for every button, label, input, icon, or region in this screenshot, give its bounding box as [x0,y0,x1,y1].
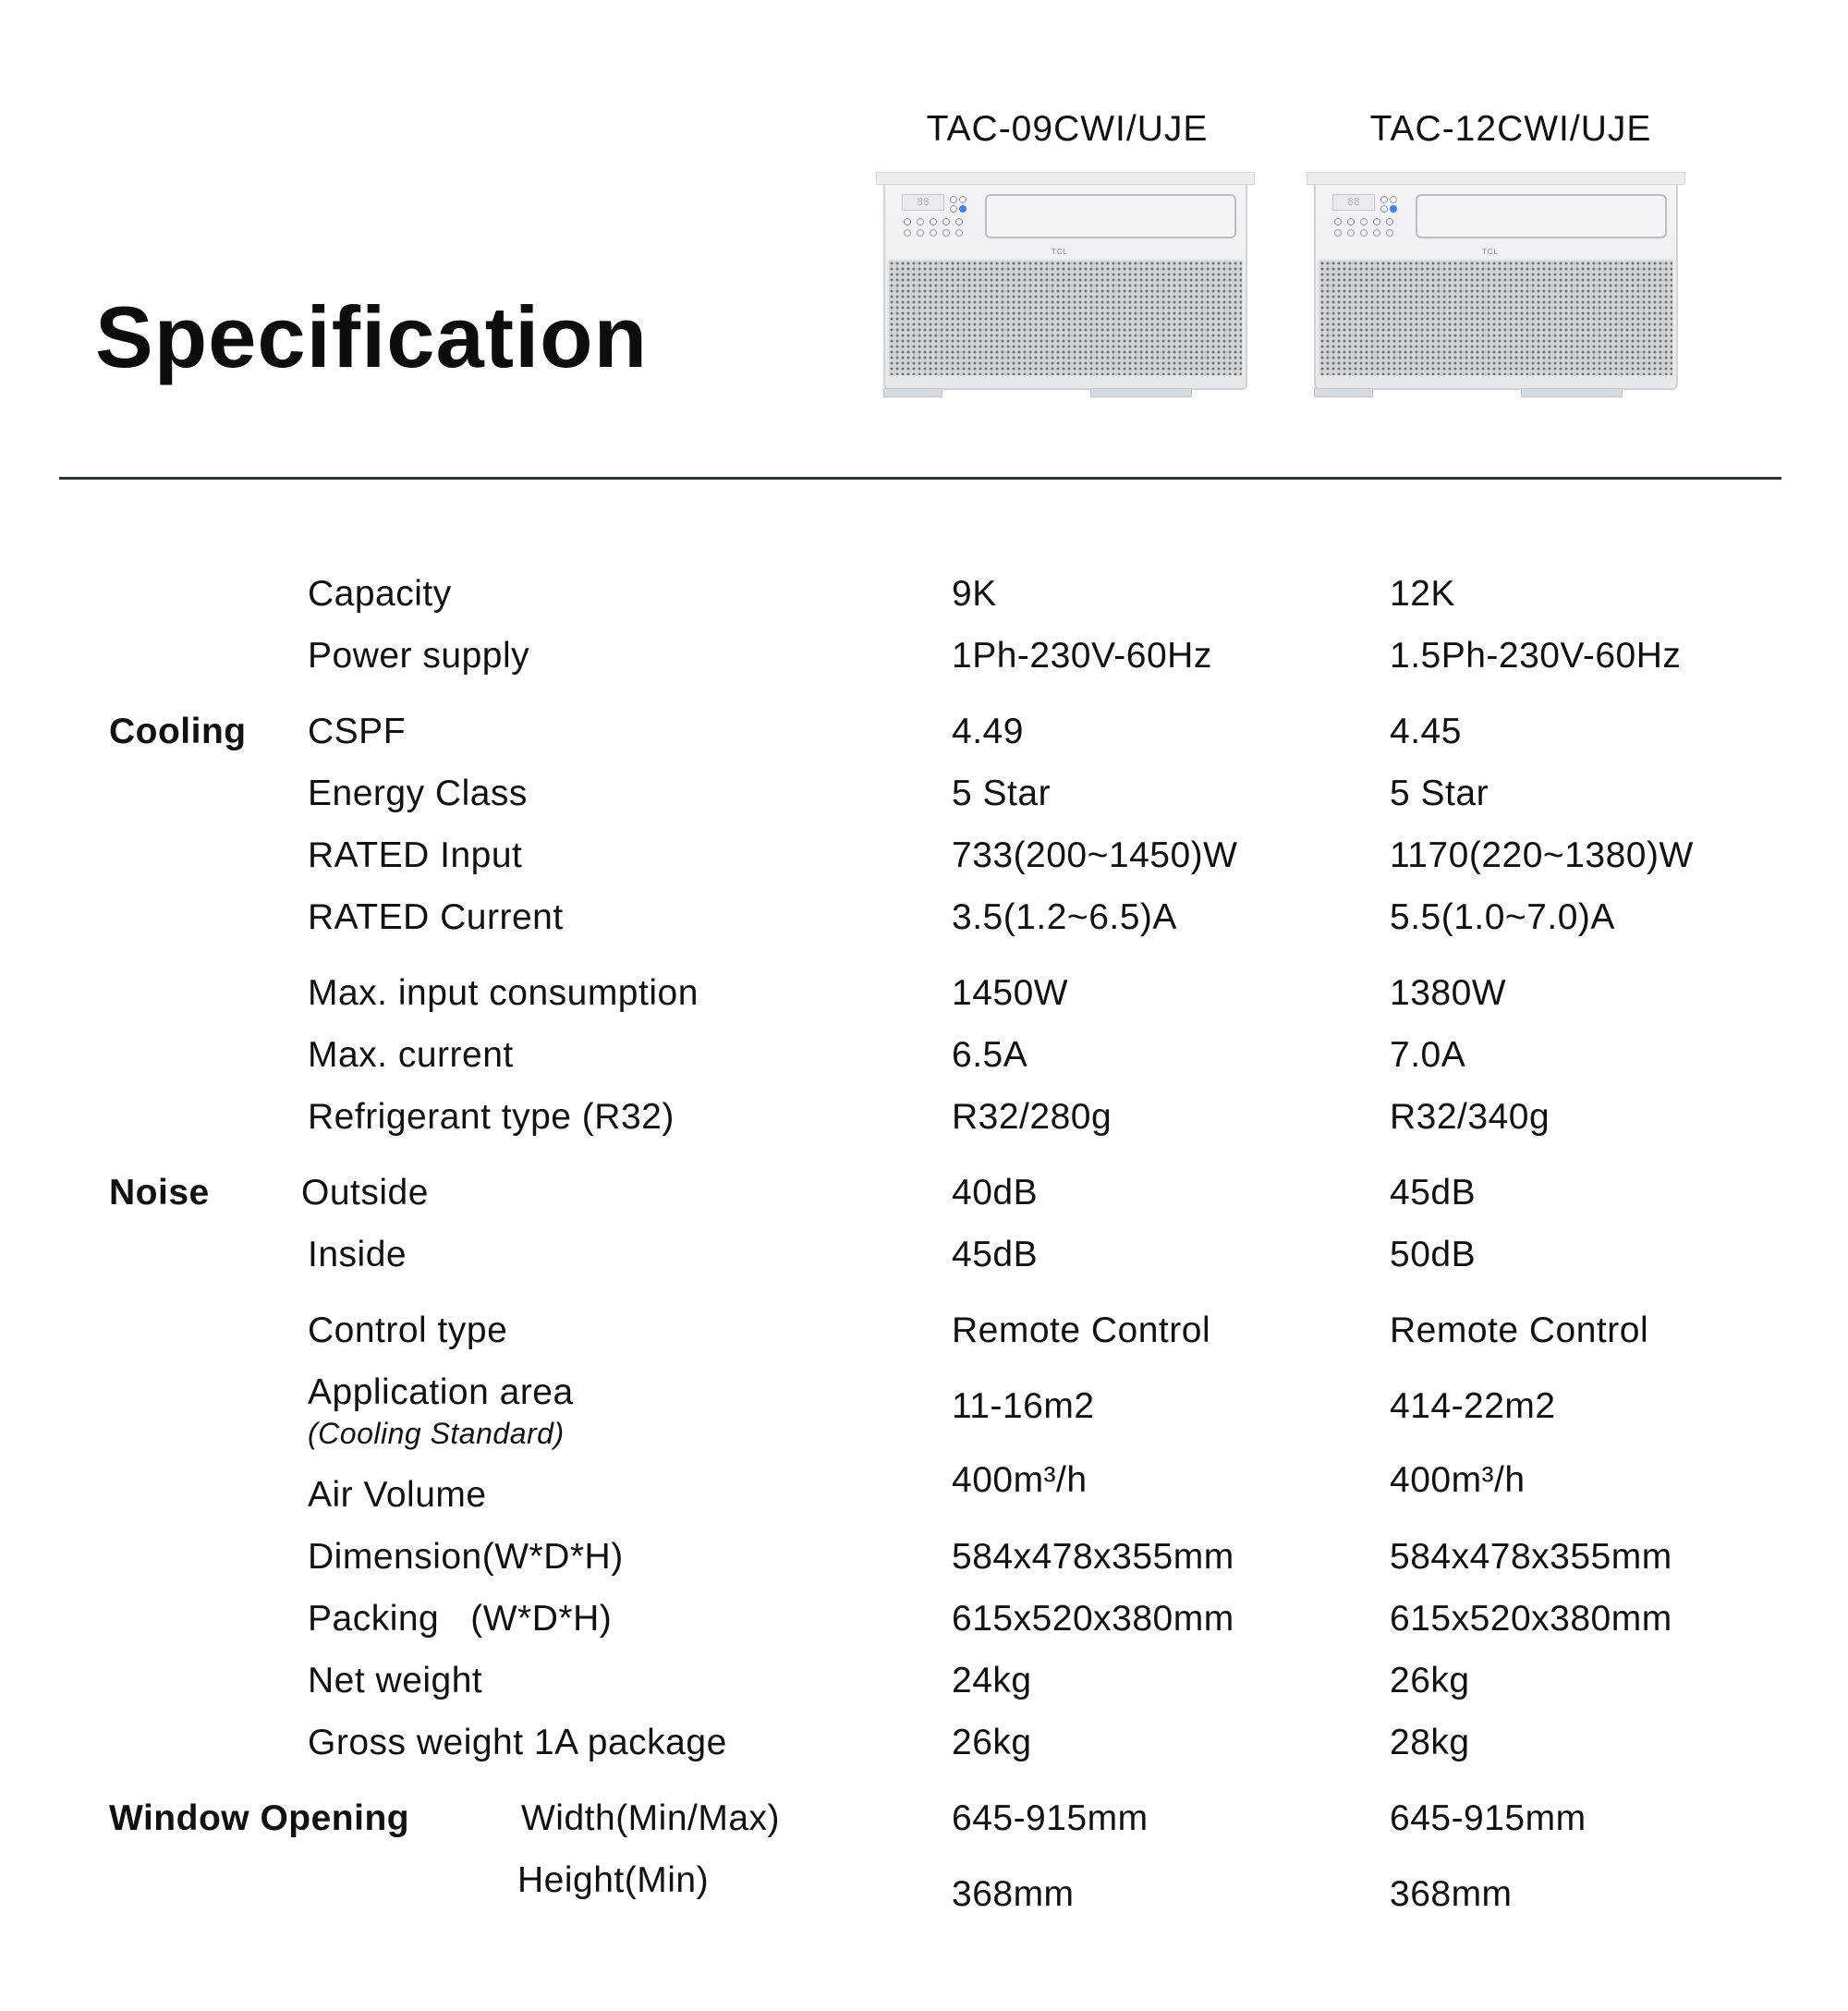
spec-label: Packing (W*D*H) [308,1599,613,1639]
spec-value-1: 4.49 [952,712,1024,751]
spec-label: RATED Current [308,897,564,937]
spec-sublabel: (Cooling Standard) [308,1417,565,1450]
spec-value-2: 1170(220~1380)W [1390,835,1694,875]
spec-row [0,1037,1848,1083]
spec-value-2: 615x520x380mm [1390,1599,1672,1639]
spec-label: Max. input consumption [308,973,699,1013]
spec-value-2: 7.0A [1390,1035,1466,1075]
spec-value-1: 584x478x355mm [952,1537,1234,1577]
spec-value-2: R32/340g [1390,1097,1550,1137]
spec-value-1: 400m³/h [952,1460,1088,1500]
spec-label: Capacity [308,574,452,614]
brand-mark: TCL [1052,248,1069,256]
spec-value-2: 4.45 [1390,712,1462,751]
spec-value-1: 9K [952,574,997,614]
spec-value-1: 1Ph-230V-60Hz [952,636,1212,676]
spec-value-2: 12K [1390,574,1455,614]
spec-row [0,1539,1848,1585]
spec-value-1: 45dB [952,1235,1039,1274]
spec-value-2: 50dB [1390,1235,1477,1274]
spec-row [0,1374,1848,1448]
group-label-noise: Noise [109,1173,210,1213]
spec-value-1: 733(200~1450)W [952,835,1238,875]
spec-row [0,1099,1848,1145]
spec-label: Air Volume [308,1475,487,1515]
spec-value-2: 1380W [1390,973,1507,1013]
spec-row [0,576,1848,622]
spec-value-2: 400m³/h [1390,1460,1526,1500]
spec-value-1: 40dB [952,1173,1039,1213]
spec-row [0,1237,1848,1283]
brand-mark: TCL [1482,248,1500,256]
divider [59,477,1781,480]
spec-label: CSPF [308,712,407,751]
spec-value-2: 5 Star [1390,774,1489,813]
spec-value-1: 1450W [952,973,1069,1013]
spec-row [0,1800,1848,1846]
spec-row [0,775,1848,822]
spec-value-2: 368mm [1390,1874,1513,1914]
spec-value-1: 3.5(1.2~6.5)A [952,897,1177,937]
spec-value-2: Remote Control [1390,1310,1649,1350]
spec-row [0,638,1848,684]
spec-label: Refrigerant type (R32) [308,1097,675,1137]
spec-value-1: 645-915mm [952,1798,1149,1838]
spec-label: Application area [308,1372,574,1412]
spec-label: Max. current [308,1035,514,1075]
display-led: 88 [1332,194,1375,211]
display-led: 88 [902,194,944,211]
spec-value-1: R32/280g [952,1097,1112,1137]
spec-label: Net weight [308,1661,483,1700]
spec-value-2: 584x478x355mm [1390,1537,1672,1577]
product-image-1 [876,172,1255,399]
spec-label: Energy Class [308,774,528,813]
spec-row [0,1175,1848,1221]
spec-label: Width(Min/Max) [521,1798,781,1838]
page-title: Specification [95,288,649,385]
spec-label: Inside [308,1235,407,1274]
spec-value-2: 645-915mm [1390,1798,1587,1838]
spec-row [0,837,1848,884]
spec-label: Gross weight 1A package [308,1723,727,1762]
spec-label: Power supply [308,636,530,676]
spec-row [0,1601,1848,1647]
spec-value-1: 368mm [952,1874,1075,1914]
spec-label: RATED Input [308,835,523,875]
spec-row [0,1663,1848,1709]
spec-value-1: Remote Control [952,1310,1211,1350]
spec-label: Outside [301,1173,429,1213]
spec-value-2: 28kg [1390,1723,1470,1762]
spec-row [0,1312,1848,1359]
spec-row [0,899,1848,945]
spec-value-1: 26kg [952,1723,1032,1762]
spec-row [0,713,1848,760]
model-name-2: TAC-12CWI/UJE [1369,109,1652,149]
spec-value-1: 11-16m2 [952,1386,1095,1426]
group-label-cooling: Cooling [109,712,247,751]
spec-label: Height(Min) [517,1860,710,1900]
spec-value-1: 5 Star [952,774,1052,813]
spec-value-2: 45dB [1390,1173,1477,1213]
spec-value-1: 615x520x380mm [952,1599,1234,1639]
spec-row [0,1725,1848,1771]
spec-label: Control type [308,1310,508,1350]
spec-label: Dimension(W*D*H) [308,1537,624,1577]
grille [1318,259,1674,377]
model-name-1: TAC-09CWI/UJE [926,109,1209,149]
spec-row [0,1460,1848,1521]
spec-value-2: 26kg [1390,1661,1470,1700]
spec-value-2: 5.5(1.0~7.0)A [1390,897,1615,937]
group-label-window: Window Opening [109,1798,410,1838]
grille [887,259,1244,377]
spec-value-2: 1.5Ph-230V-60Hz [1390,636,1682,676]
product-image-2 [1307,172,1685,399]
spec-row [0,975,1848,1021]
spec-value-2: 414-22m2 [1390,1386,1556,1426]
spec-value-1: 24kg [952,1661,1032,1700]
spec-row [0,1860,1848,1914]
spec-value-1: 6.5A [952,1035,1028,1075]
